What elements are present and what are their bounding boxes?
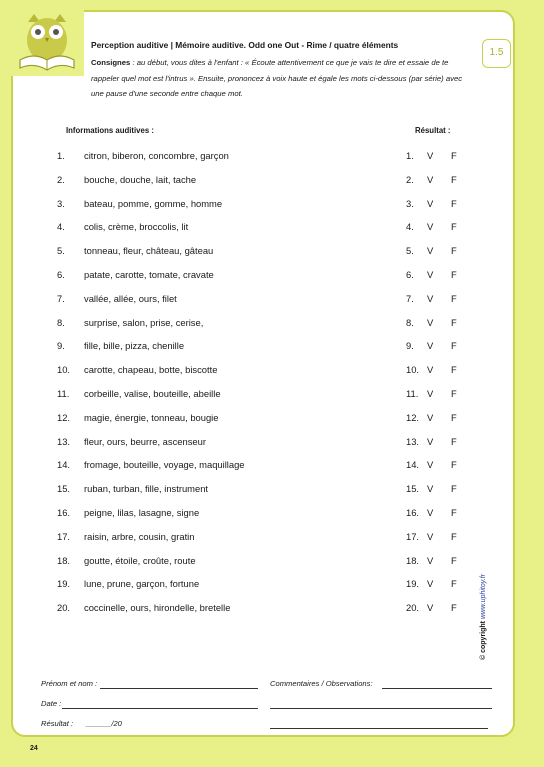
false-option[interactable]: F [451, 459, 457, 471]
true-option[interactable]: V [427, 364, 434, 376]
result-number: 9. [406, 340, 414, 352]
instructions-label: Consignes [91, 58, 131, 67]
item-words: surprise, salon, prise, cerise, [84, 316, 204, 328]
true-option[interactable]: V [427, 554, 434, 566]
result-number: 14. [406, 459, 420, 471]
item-row [0, 293, 544, 307]
true-option[interactable]: V [427, 483, 434, 495]
item-words: peigne, lilas, lasagne, signe [84, 507, 200, 518]
item-row [0, 245, 544, 259]
item-row [0, 436, 544, 450]
item-words: raisin, arbre, cousin, gratin [84, 530, 195, 542]
false-option[interactable]: F [451, 245, 457, 257]
false-option[interactable]: F [451, 602, 457, 614]
copyright-label: © copyright [480, 621, 487, 660]
false-option[interactable]: F [451, 364, 457, 376]
false-option[interactable]: F [451, 483, 457, 495]
result-number: 15. [406, 483, 420, 495]
item-number: 16. [57, 507, 71, 518]
false-option[interactable]: F [451, 221, 457, 233]
true-option[interactable]: V [427, 292, 434, 304]
true-option[interactable]: V [427, 340, 434, 352]
date-line[interactable] [62, 708, 258, 709]
item-number: 6. [57, 269, 65, 280]
item-row [0, 364, 544, 378]
result-label: Résultat : [41, 719, 74, 728]
item-words: vallée, allée, ours, filet [84, 292, 177, 304]
comments-line-1[interactable] [382, 688, 492, 689]
item-row [0, 507, 544, 521]
item-words: lune, prune, garçon, fortune [84, 578, 200, 590]
false-option[interactable]: F [451, 507, 457, 518]
item-words: tonneau, fleur, château, gâteau [84, 245, 214, 257]
item-row [0, 459, 544, 473]
result-number: 8. [406, 316, 414, 328]
false-option[interactable]: F [451, 173, 457, 185]
item-row [0, 150, 544, 164]
false-option[interactable]: F [451, 388, 457, 399]
item-row [0, 221, 544, 235]
false-option[interactable]: F [451, 197, 457, 209]
instructions-text: : au début, vous dites à l'enfant : « Écoute attentivement ce que je vais te dire et essaie de te rappeler quel mot est l'intrus ». Ensuite, prononcez à voix haute et égale les mots ci-dessous (par série) avec une pause d'une seconde entre chaque mot. [91, 58, 463, 98]
result-number: 3. [406, 197, 414, 209]
item-row [0, 198, 544, 212]
true-option[interactable]: V [427, 197, 434, 209]
item-words: carotte, chapeau, botte, biscotte [84, 364, 218, 376]
item-row [0, 388, 544, 402]
false-option[interactable]: F [451, 530, 457, 542]
comments-line-2[interactable] [270, 708, 492, 709]
item-number: 8. [57, 316, 65, 328]
false-option[interactable]: F [451, 150, 457, 161]
false-option[interactable]: F [451, 316, 457, 328]
result-number: 6. [406, 269, 414, 280]
result-number: 10. [406, 364, 420, 376]
comments-label: Commentaires / Observations: [270, 679, 373, 688]
false-option[interactable]: F [451, 435, 457, 447]
item-words: goutte, étoile, croûte, route [84, 554, 196, 566]
true-option[interactable]: V [427, 388, 434, 399]
false-option[interactable]: F [451, 578, 457, 590]
item-words: colis, crème, broccolis, lit [84, 221, 189, 233]
item-number: 5. [57, 245, 65, 257]
false-option[interactable]: F [451, 269, 457, 280]
true-option[interactable]: V [427, 245, 434, 257]
result-number: 2. [406, 173, 414, 185]
result-number: 17. [406, 530, 420, 542]
true-option[interactable]: V [427, 150, 434, 161]
item-row [0, 174, 544, 188]
item-row [0, 269, 544, 283]
result-number: 16. [406, 507, 420, 518]
item-row [0, 317, 544, 331]
item-row [0, 483, 544, 497]
item-words: magie, énergie, tonneau, bougie [84, 411, 219, 423]
item-number: 9. [57, 340, 65, 352]
item-words: fleur, ours, beurre, ascenseur [84, 435, 206, 447]
false-option[interactable]: F [451, 292, 457, 304]
exercise-number-badge: 1.5 [482, 39, 511, 68]
result-number: 18. [406, 554, 420, 566]
true-option[interactable]: V [427, 578, 434, 590]
item-number: 18. [57, 554, 71, 566]
item-number: 20. [57, 602, 71, 614]
item-words: coccinelle, ours, hirondelle, bretelle [84, 602, 231, 614]
item-words: corbeille, valise, bouteille, abeille [84, 388, 221, 399]
item-number: 19. [57, 578, 71, 590]
page-number: 24 [30, 745, 38, 752]
true-option[interactable]: V [427, 459, 434, 471]
owl-reading-icon [14, 12, 80, 74]
date-label: Date : [41, 699, 62, 708]
result-number: 4. [406, 221, 414, 233]
item-words: patate, carotte, tomate, cravate [84, 269, 214, 280]
true-option[interactable]: V [427, 173, 434, 185]
true-option[interactable]: V [427, 507, 434, 518]
true-option[interactable]: V [427, 269, 434, 280]
result-score: ______/20 [86, 719, 122, 728]
item-number: 17. [57, 530, 71, 542]
true-option[interactable]: V [427, 530, 434, 542]
item-words: citron, biberon, concombre, garçon [84, 150, 229, 161]
item-row [0, 412, 544, 426]
item-number: 2. [57, 173, 65, 185]
comments-line-3[interactable] [270, 728, 488, 729]
exercise-title: Perception auditive | Mémoire auditive. Odd one Out - Rime / quatre éléments [91, 40, 399, 50]
item-row [0, 578, 544, 592]
logo-box [10, 10, 84, 76]
item-row [0, 555, 544, 569]
item-number: 3. [57, 197, 65, 209]
true-option[interactable]: V [427, 221, 434, 233]
result-number: 11. [406, 388, 419, 399]
item-number: 7. [57, 292, 65, 304]
false-option[interactable]: F [451, 411, 457, 423]
result-number: 20. [406, 602, 420, 614]
column-header-information: Informations auditives : [66, 126, 154, 135]
item-row [0, 602, 544, 616]
instructions [91, 55, 471, 102]
item-number: 10. [57, 364, 71, 376]
item-words: fille, bille, pizza, chenille [84, 340, 185, 352]
result-number: 13. [406, 435, 420, 447]
item-words: ruban, turban, fille, instrument [84, 483, 209, 495]
column-header-result: Résultat : [415, 126, 451, 135]
item-number: 13. [57, 435, 71, 447]
true-option[interactable]: V [427, 602, 434, 614]
item-number: 4. [57, 221, 65, 233]
true-option[interactable]: V [427, 411, 434, 423]
true-option[interactable]: V [427, 316, 434, 328]
copyright-notice [480, 574, 487, 660]
item-number: 14. [57, 459, 71, 471]
result-number: 5. [406, 245, 414, 257]
item-number: 15. [57, 483, 71, 495]
result-number: 19. [406, 578, 420, 590]
name-line[interactable] [100, 688, 258, 689]
item-words: fromage, bouteille, voyage, maquillage [84, 459, 245, 471]
false-option[interactable]: F [451, 554, 457, 566]
item-words: bateau, pomme, gomme, homme [84, 197, 223, 209]
result-number: 7. [406, 292, 414, 304]
false-option[interactable]: F [451, 340, 457, 352]
item-number: 1. [57, 150, 65, 161]
item-row [0, 531, 544, 545]
item-number: 11. [57, 388, 70, 399]
item-words: bouche, douche, lait, tache [84, 173, 197, 185]
copyright-url[interactable]: www.uphitoy.fr [480, 574, 487, 620]
item-row [0, 340, 544, 354]
result-number: 12. [406, 411, 420, 423]
name-label: Prénom et nom : [41, 679, 98, 688]
result-number: 1. [406, 150, 414, 161]
true-option[interactable]: V [427, 435, 434, 447]
item-number: 12. [57, 411, 71, 423]
